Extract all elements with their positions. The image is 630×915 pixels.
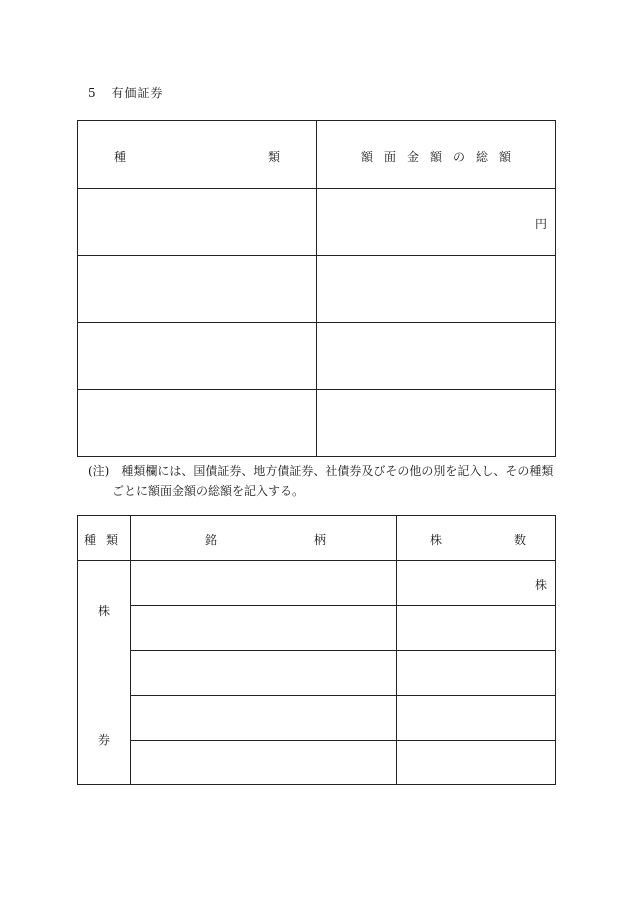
header-shares-left: 株	[430, 533, 443, 547]
row-divider	[78, 255, 555, 256]
section-heading	[88, 84, 163, 101]
note-line-1: (注) 種類欄には、国債証券、地方債証券、社債券及びその他の別を記入し、その種類	[88, 464, 554, 478]
header-kind: 種類	[84, 533, 129, 547]
row-divider	[78, 389, 555, 390]
row-divider	[130, 695, 556, 696]
header-kind-left: 種	[114, 150, 127, 164]
header-brand-right: 柄	[314, 533, 327, 547]
row-divider	[130, 650, 556, 651]
row-divider	[130, 605, 556, 606]
side-label-stock: 株	[98, 604, 111, 618]
header-divider	[78, 560, 555, 561]
section-title: 有価証券	[111, 86, 164, 100]
header-brand-left: 銘	[205, 533, 218, 547]
header-kind-right: 類	[268, 150, 281, 164]
note-line-2: ごとに額面金額の総額を記入する。	[112, 484, 305, 498]
header-shares-right: 数	[514, 533, 527, 547]
stock-certificate-table	[77, 515, 556, 785]
note	[88, 461, 558, 501]
row-divider	[78, 188, 555, 189]
unit-shares: 株	[534, 578, 547, 592]
section-number: 5	[88, 86, 97, 100]
securities-face-value-table	[77, 120, 556, 457]
unit-yen: 円	[534, 217, 547, 231]
header-total-face-value: 額面金額の総額	[361, 150, 523, 164]
side-label-certificate: 券	[98, 733, 111, 747]
row-divider	[130, 740, 556, 741]
column-divider	[316, 121, 317, 456]
row-divider	[78, 322, 555, 323]
